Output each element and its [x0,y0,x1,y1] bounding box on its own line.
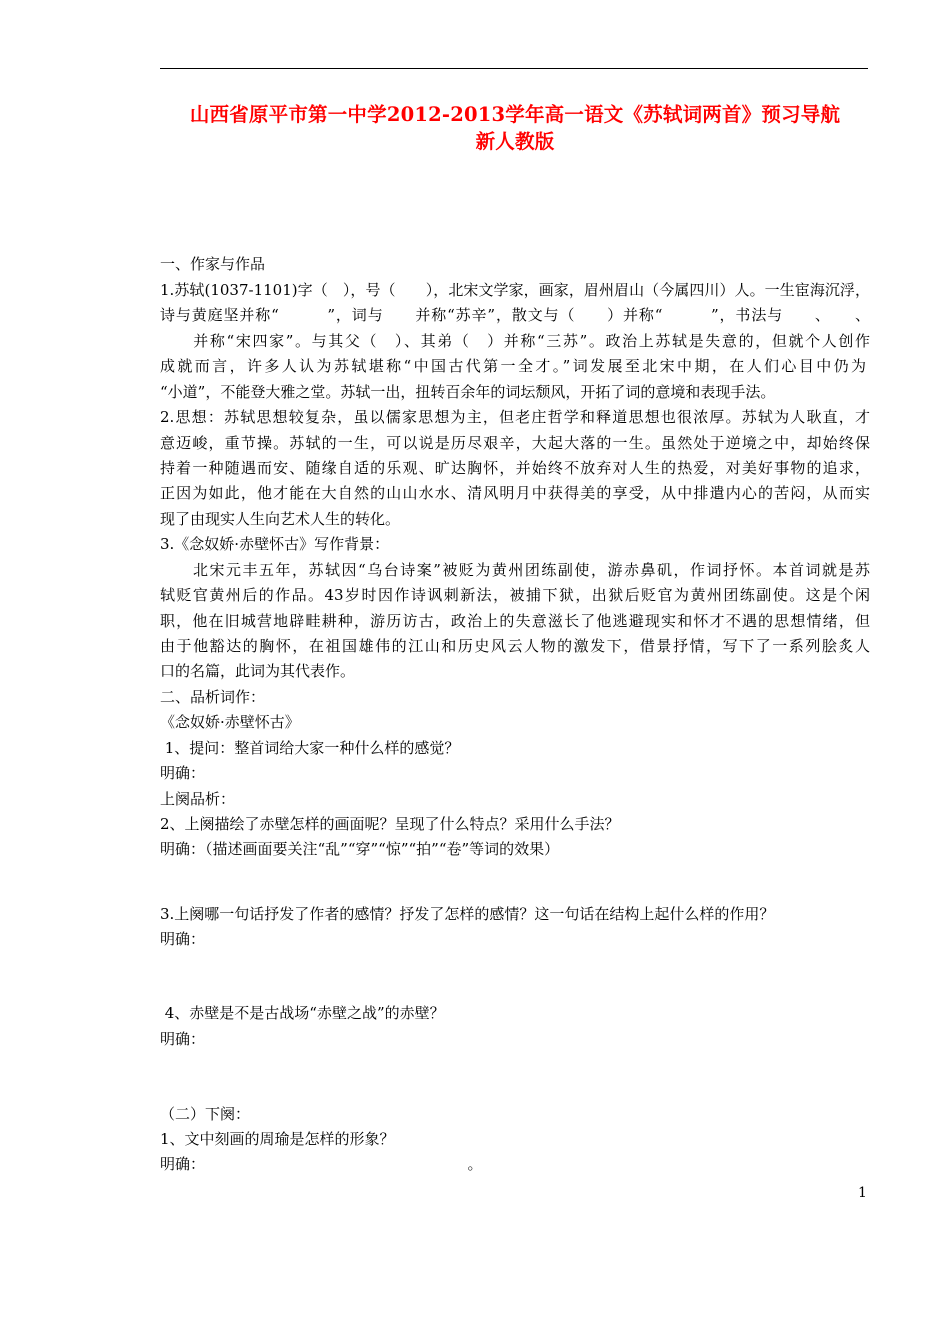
section-heading: （二）下阕： [160,1105,251,1123]
section-heading: 上阕品析： [160,790,236,808]
poem-title: 《念奴娇·赤壁怀古》 [160,713,300,731]
body-line: 现了由现实人生向艺术人生的转化。 [160,510,401,528]
answer-label: 明确： [160,764,206,782]
title-line-2: 新人教版 [475,130,555,153]
body-line: 2.思想：苏轼思想较复杂，虽以儒家思想为主，但老庄哲学和释道思想也很浓厚。苏轼为人耿直，才 [160,408,870,426]
body-line: 诗与黄庭坚并称“ ”，词与 并称“苏辛”，散文与（ ）并称“ ”，书法与 、 、 [160,306,870,324]
question: 3.上阕哪一句话抒发了作者的感情？抒发了怎样的感情？这一句话在结构上起什么样的作用？ [160,905,775,923]
question: 2、上阕描绘了赤壁怎样的画面呢？呈现了什么特点？采用什么手法？ [160,815,620,833]
document-title [150,101,880,155]
answer-label: 明确： [160,930,206,948]
section-heading: 二、品析词作： [160,688,266,706]
page-number: 1 [858,1185,867,1201]
answer-label: 明确： 。 [160,1155,483,1173]
body-line: 正因为如此，他才能在大自然的山山水水、清风明月中获得美的享受，从中排遣内心的苦闷，从而实 [160,484,870,502]
body-line: 并称“宋四家”。与其父（ ）、其弟（ ）并称“三苏”。政治上苏轼是失意的，但就个人创作 [160,332,870,350]
title-line-1: 山西省原平市第一中学2012-2013学年高一语文《苏轼词两首》预习导航 [189,103,841,126]
body-line: 北宋元丰五年，苏轼因“乌台诗案”被贬为黄州团练副使，游赤鼻矶，作词抒怀。本首词就是苏 [160,561,870,579]
question: 1、文中刻画的周瑜是怎样的形象？ [160,1130,395,1148]
body-line: 1.苏轼(1037-1101)字（ ），号（ ），北宋文学家，画家，眉州眉山（今属四川）人。一生宦海沉浮， [160,281,870,299]
body-line: “小道”，不能登大雅之堂。苏轼一出，扭转百余年的词坛颓风，开拓了词的意境和表现手法。 [160,383,776,401]
body-line: 持着一种随遇而安、随缘自适的乐观、旷达胸怀，并始终不放弃对人生的热爱，对美好事物的追求， [160,459,870,477]
body-line: 职，他在旧城营地辟畦耕种，游历访古，政治上的失意滋长了他逃避现实和怀才不遇的思想情绪，但 [160,612,870,630]
answer-label: 明确：（描述画面要关注“乱”“穿”“惊”“拍”“卷”等词的效果） [160,840,560,858]
body-line: 成就而言，许多人认为苏轼堪称“中国古代第一全才。”词发展至北宋中期，在人们心目中仍为 [160,357,866,375]
question: 4、赤壁是不是古战场“赤壁之战”的赤壁？ [160,1004,445,1022]
question: 1、提问：整首词给大家一种什么样的感觉？ [160,739,460,757]
body-line: 口的名篇，此词为其代表作。 [160,662,356,680]
answer-label: 明确： [160,1030,206,1048]
section-heading: 一、作家与作品 [160,255,266,273]
body-line: 由于他豁达的胸怀，在祖国雄伟的江山和历史风云人物的激发下，借景抒情，写下了一系列脍炙人 [160,637,870,655]
header-rule [160,68,868,69]
section-heading: 3.《念奴娇·赤壁怀古》写作背景： [160,535,390,553]
body-line: 意迈峻，重节操。苏轼的一生，可以说是历尽艰辛，大起大落的一生。虽然处于逆境之中，却始终保 [160,434,870,452]
body-line: 轼贬官黄州后的作品。43岁时因作诗讽刺新法，被捕下狱，出狱后贬官为黄州团练副使。这是个闲 [160,586,870,604]
